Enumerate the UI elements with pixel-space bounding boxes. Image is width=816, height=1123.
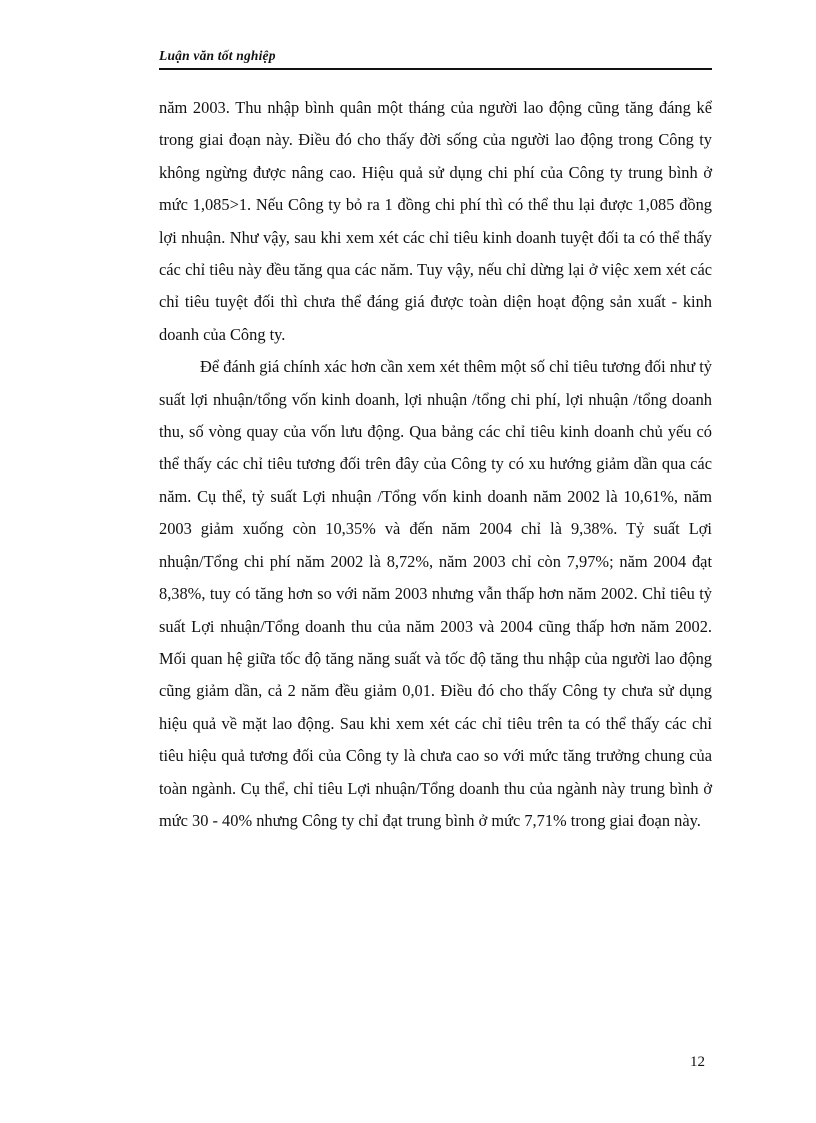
paragraph-continuation: năm 2003. Thu nhập bình quân một tháng của người lao động cũng tăng đáng kể trong giai đoạn này. Điều đó cho thấy đời sống của người lao động trong Công ty không ngừng được nâng cao. Hiệu quả sử dụng chi phí của Công ty trung bình ở mức 1,085>1. Nếu Công ty bỏ ra 1 đồng chi phí thì có thể thu lại được 1,085 đồng lợi nhuận. Như vậy, sau khi xem xét các chỉ tiêu kinh doanh tuyệt đối ta có thể thấy các chỉ tiêu này đều tăng qua các năm. Tuy vậy, nếu chỉ dừng lại ở việc xem xét các chỉ tiêu tuyệt đối thì chưa thể đáng giá được toàn diện hoạt động sản xuất - kinh doanh của Công ty. [159, 98, 712, 344]
paragraph-relative-indicators: Để đánh giá chính xác hơn cần xem xét thêm một số chỉ tiêu tương đối như tỷ suất lợi nhuận/tổng vốn kinh doanh, lợi nhuận /tổng chi phí, lợi nhuận /tổng doanh thu, số vòng quay của vốn lưu động. Qua bảng các chỉ tiêu kinh doanh chủ yếu có thể thấy các chỉ tiêu tương đối trên đây của Công ty có xu hướng giảm dần qua các năm. Cụ thể, tỷ suất Lợi nhuận /Tổng vốn kinh doanh năm 2002 là 10,61%, năm 2003 giảm xuống còn 10,35% và đến năm 2004 chỉ là 9,38%. Tỷ suất Lợi nhuận/Tổng chi phí năm 2002 là 8,72%, năm 2003 chỉ còn 7,97%; năm 2004 đạt 8,38%, tuy có tăng hơn so với năm 2003 nhưng vẫn thấp hơn năm 2002. Chỉ tiêu tỷ suất Lợi nhuận/Tổng doanh thu của năm 2003 và 2004 cũng thấp hơn năm 2002. Mối quan hệ giữa tốc độ tăng năng suất và tốc độ tăng thu nhập của người lao động cũng giảm dần, cả 2 năm đều giảm 0,01. Điều đó cho thấy Công ty chưa sử dụng hiệu quả về mặt lao động. Sau khi xem xét các chỉ tiêu trên ta có thể thấy các chỉ tiêu hiệu quả tương đối của Công ty là chưa cao so với mức tăng trưởng chung của toàn ngành. Cụ thể, chỉ tiêu Lợi nhuận/Tổng doanh thu của ngành này trung bình ở mức 30 - 40% nhưng Công ty chỉ đạt trung bình ở mức 7,71% trong giai đoạn này. [159, 357, 712, 830]
document-body [159, 92, 712, 837]
header-title: Luận văn tốt nghiệp [159, 48, 276, 63]
page-number: 12 [690, 1054, 705, 1070]
page-header [159, 46, 712, 70]
